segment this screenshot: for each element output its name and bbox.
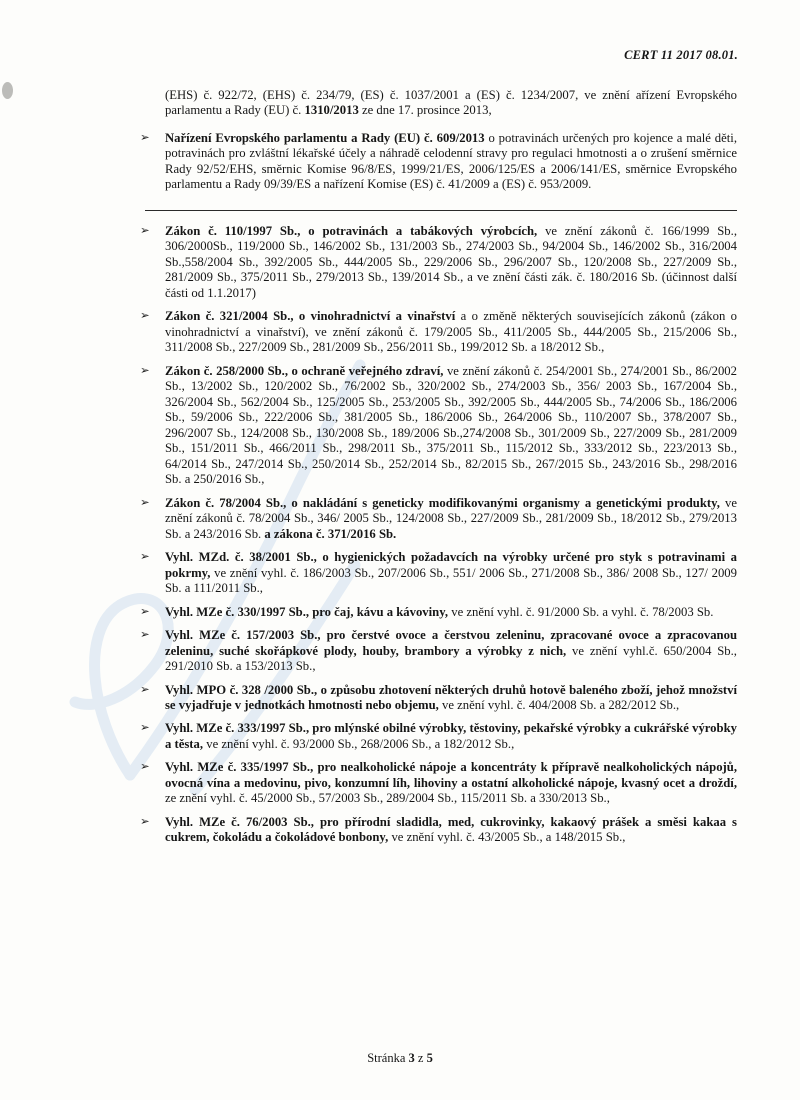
arrow-bullet-icon: ➢ [140, 362, 150, 377]
bold-text-run: Vyhl. MPO č. 328 /2000 Sb., o způsobu zhotovení některých druhů hotově baleného zboží, jehož množství se vyjadřuje v jednotkách hmotnosti nebo objemu, [165, 682, 737, 712]
arrow-bullet-icon: ➢ [140, 759, 150, 774]
footer-page-total: 5 [426, 1051, 433, 1065]
bold-text-run: Vyhl. MZe č. 333/1997 Sb., pro mlýnské obilné výrobky, těstoviny, pekařské výrobky a cukrářské výrobky a těsta, [165, 721, 737, 751]
bold-text-run: Vyhl. MZe č. 330/1997 Sb., pro čaj, kávu a kávoviny, [165, 604, 452, 619]
list-item [140, 308, 737, 355]
item-text [165, 628, 737, 674]
bold-text-run: Zákon č. 321/2004 Sb., o vinohradnictví a vinařství [165, 309, 461, 324]
text-run: ve znění vyhl. č. 91/2000 Sb. a vyhl. č. 78/2003 Sb. [451, 604, 714, 619]
text-run: o potravinách určených pro kojence a malé děti, potravinách pro zvláštní lékařské účely a náhradě celodenní stravy pro regulaci hmotnosti a o zrušení směrnice Rady 92/52/EHS, směrnic Komise 96/8/ES, 1999/21/ES, 2006/125/ES a 2006/141/ES, směrnice Evropského parlamentu a Rady 09/39/ES a nařízení Komise (ES) č. 41/2009 a (ES) č. 953/2009. [165, 130, 737, 192]
footer-page-number: 3 [408, 1051, 415, 1065]
arrow-bullet-icon: ➢ [140, 308, 150, 323]
text-run: ve znění zákonů č. 166/1999 Sb., 306/2000Sb., 119/2000 Sb., 146/2002 Sb., 131/2003 Sb., 274/2003 Sb., 94/2004 Sb., 146/2002 Sb., 316/2004 Sb.,558/2004 Sb., 392/2005 Sb., 444/2005 Sb., 229/2006 Sb., 296/2007 Sb., 120/2008 Sb., 227/2009 Sb., 281/2009 Sb., 375/2011 Sb., 279/2013 Sb., 139/2014 Sb., a ve znění části zák. č. 180/2016 Sb. (účinnost další části od 1.1.2017) [165, 223, 737, 300]
bold-text-run: Vyhl. MZe č. 335/1997 Sb., pro nealkoholické nápoje a koncentráty k přípravě nealkoholických nápojů, ovocná vína a medovinu, pivo, konzumní líh, lihoviny a ostatní alkoholické nápoje, kvasný ocet a droždí, [165, 760, 737, 790]
bold-text-run: Vyhl. MZe č. 76/2003 Sb., pro přírodní sladidla, med, cukrovinky, kakaový prášek a směsi kakaa s cukrem, čokoládu a čokoládové bonbony, [165, 814, 737, 845]
bold-text-run: a zákona č. 371/2016 Sb. [264, 526, 397, 541]
arrow-bullet-icon: ➢ [140, 603, 150, 618]
bold-text-run: Zákon č. 258/2000 Sb., o ochraně veřejného zdraví, [165, 363, 447, 378]
text-run: ze znění vyhl. č. 45/2000 Sb., 57/2003 Sb., 289/2004 Sb., 115/2011 Sb. a 330/2013 Sb., [165, 791, 610, 806]
bold-text-run: Zákon č. 78/2004 Sb., o nakládání s geneticky modifikovanými organismy a genetickými produkty, [165, 495, 726, 510]
footer-label: Stránka [367, 1051, 406, 1065]
list-item [140, 362, 737, 488]
intro-paragraph [165, 88, 737, 119]
arrow-bullet-icon: ➢ [140, 681, 150, 696]
list-item [140, 129, 737, 193]
text-run: ve znění vyhl. č. 186/2003 Sb., 207/2006 Sb., 551/ 2006 Sb., 271/2008 Sb., 386/ 2008 Sb., 127/ 2009 Sb. a 111/2011 Sb., [165, 565, 737, 596]
text-run: ve znění vyhl. č. 404/2008 Sb. a 282/2012 Sb., [442, 697, 680, 712]
text-run: ve znění zákonů č. 254/2001 Sb., 274/2001 Sb., 86/2002 Sb., 13/2002 Sb., 120/2002 Sb., 76/2002 Sb., 320/2002 Sb., 274/2003 Sb., 356/ 2003 Sb., 167/2004 Sb., 326/2004 Sb., 562/2004 Sb., 125/2005 Sb., 253/2005 Sb., 392/2005 Sb., 444/2005 Sb., 74/2006 Sb., 186/2006 Sb., 59/2006 Sb., 222/2006 Sb., 381/2005 Sb., 186/2006 Sb., 264/2006 Sb., 110/2007 Sb., 378/2007 Sb., 296/2007 Sb., 124/2008 Sb., 130/2008 Sb., 189/2006 Sb.,274/2008 Sb., 301/2009 Sb., 227/2009 Sb., 281/2009 Sb., 151/2011 Sb., 466/2011 Sb., 298/2011 Sb., 375/2011 Sb., 115/2012 Sb., 333/2012 Sb., 223/2013 Sb., 64/2014 Sb., 247/2014 Sb., 250/2014 Sb., 252/2014 Sb., 82/2015 Sb., 267/2015 Sb., 243/2016 Sb., 298/2016 Sb. a 250/2016 Sb., [165, 363, 737, 487]
item-text [165, 605, 737, 620]
scan-artifact [2, 82, 13, 99]
text-run: ve znění vyhl.č. 650/2004 Sb., 291/2010 Sb. a 153/2013 Sb., [165, 643, 737, 674]
text-run: a o změně některých souvisejících zákonů (zákon o vinohradnictví a vinařství), ve znění zákonů č. 179/2005 Sb., 411/2005 Sb., 444/2005 Sb., 215/2006 Sb., 311/2008 Sb., 227/2009 Sb., 281/2009 Sb., 256/2011 Sb., 199/2012 Sb. a 18/2012 Sb., [165, 309, 737, 355]
arrow-bullet-icon: ➢ [140, 129, 150, 144]
arrow-bullet-icon: ➢ [140, 549, 150, 564]
text-run: ve znění zákonů č. 78/2004 Sb., 346/ 2005 Sb., 124/2008 Sb., 227/2009 Sb., 281/2009 Sb., 18/2012 Sb., 279/2013 Sb. a 243/2016 Sb. [165, 495, 737, 541]
list-item [140, 549, 737, 596]
list-item [140, 813, 737, 846]
list-item [140, 222, 737, 301]
page-footer [0, 1051, 800, 1066]
arrow-bullet-icon: ➢ [140, 720, 150, 735]
document-reference: CERT 11 2017 08.01. [624, 48, 738, 62]
bold-text-run: Vyhl. MZd. č. 38/2001 Sb., o hygienických požadavcích na výrobky určené pro styk s potravinami a pokrmy, [165, 550, 737, 580]
list-item [140, 494, 737, 542]
text-run: ve znění vyhl. č. 43/2005 Sb., a 148/2015 Sb., [391, 830, 626, 845]
bold-text-run: Nařízení Evropského parlamentu a Rady (EU) č. 609/2013 [165, 130, 489, 145]
item-text [165, 815, 737, 846]
item-text [165, 496, 737, 542]
list-item [140, 603, 737, 620]
item-text [165, 224, 737, 301]
arrow-bullet-icon: ➢ [140, 222, 150, 237]
item-text [165, 131, 737, 193]
arrow-bullet-icon: ➢ [140, 627, 150, 642]
item-text [165, 721, 737, 752]
list-item [140, 627, 737, 674]
item-text [165, 364, 737, 488]
item-text [165, 683, 737, 714]
bold-text-run: Vyhl. MZe č. 157/2003 Sb., pro čerstvé ovoce a čerstvou zeleninu, zpracované ovoce a zpracovanou zeleninu, suché skořápkové plody, houby, brambory a výrobky z nich, [165, 628, 737, 658]
list-item [140, 759, 737, 806]
text-run: (EHS) č. 922/72, (EHS) č. 234/79, (ES) č. 1037/2001 a (ES) č. 1234/2007, ve znění ařízení Evropského parlamentu a Rady (EU) č. [165, 88, 737, 118]
arrow-bullet-icon: ➢ [140, 813, 150, 828]
item-text [165, 760, 737, 806]
list-item [140, 681, 737, 714]
document-body [140, 88, 737, 854]
regulation-list [140, 129, 737, 846]
bold-text-run: Zákon č. 110/1997 Sb., o potravinách a tabákových výrobcích, [165, 223, 546, 238]
section-divider [145, 210, 737, 211]
item-text [165, 550, 737, 596]
item-text [165, 309, 737, 355]
arrow-bullet-icon: ➢ [140, 494, 150, 509]
bold-text-run: 1310/2013 [304, 103, 359, 118]
footer-separator: z [417, 1051, 424, 1065]
list-item [140, 720, 737, 752]
text-run: ze dne 17. prosince 2013, [358, 103, 492, 118]
text-run: ve znění vyhl. č. 93/2000 Sb., 268/2006 Sb., a 182/2012 Sb., [206, 736, 515, 751]
